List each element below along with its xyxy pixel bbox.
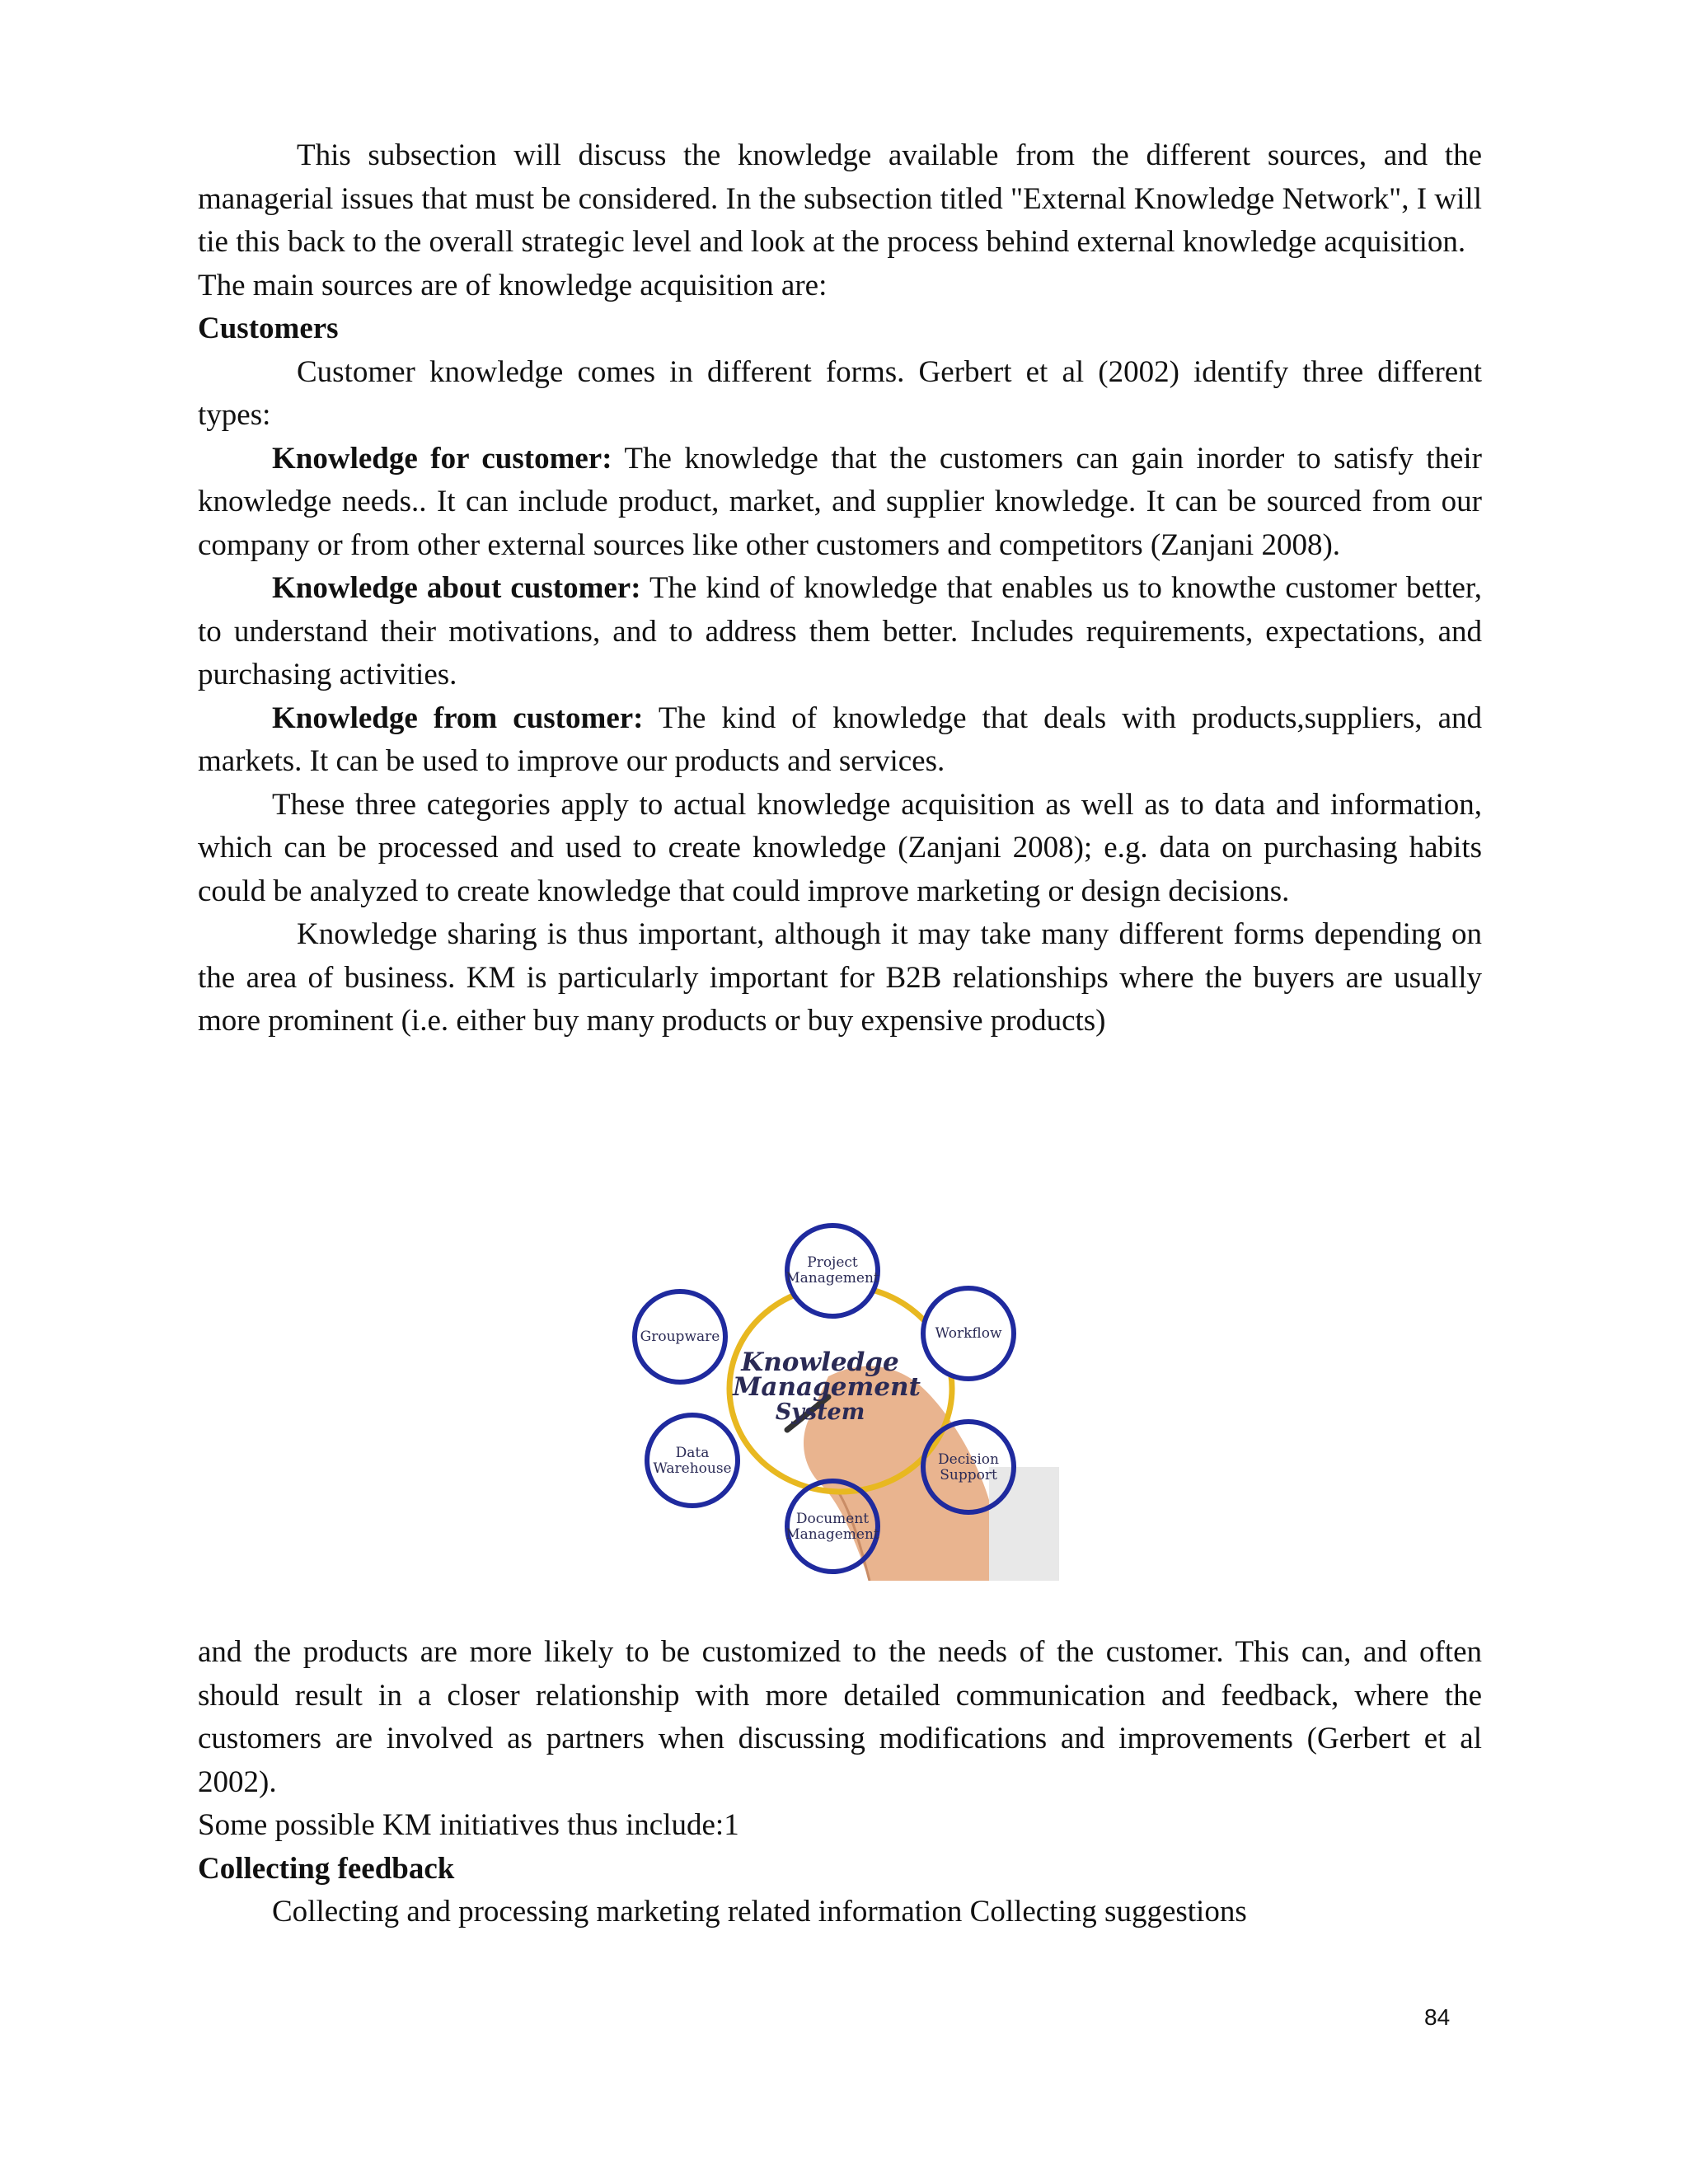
node-data-warehouse-label-2: Warehouse (653, 1460, 732, 1477)
heading-collecting-feedback: Collecting feedback (198, 1851, 455, 1886)
node-workflow-label-1: Workflow (935, 1325, 1002, 1342)
node-project-management-label-2: Management (785, 1270, 879, 1286)
node-groupware (635, 1291, 725, 1382)
definition-knowledge-from-customer: The kind of knowledge that deals with products,suppliers, and markets. It can be used to improve our products and services. (198, 701, 1482, 778)
node-data-warehouse-label-1: Data (675, 1445, 710, 1461)
text-block-bottom (198, 1631, 1482, 1934)
paragraph-knowledge-sharing: Knowledge sharing is thus important, although it may take many different forms depending on the area of business. KM is particularly important for B2B relationships where the buyers are usually more prominent (i.e. either buy many products or buy expensive products) (198, 917, 1482, 1038)
center-label-3: System (775, 1399, 865, 1425)
node-project-management-label-1: Project (807, 1254, 858, 1271)
heading-customers: Customers (198, 312, 339, 345)
paragraph-knowledge-for-customer (198, 438, 1482, 568)
text-block-top (198, 134, 1482, 1043)
definition-knowledge-for-customer: The knowledge that the customers can gain inorder to satisfy their knowledge needs.. It can include product, market, and supplier knowledge. It can be sourced from our company or from other external sources like other customers and competitors (Zanjani 2008). (198, 441, 1483, 562)
node-workflow (923, 1288, 1014, 1379)
paragraph-collecting-information: Collecting and processing marketing related information Collecting suggestions (272, 1895, 1247, 1929)
node-project-management (785, 1226, 879, 1316)
term-knowledge-for-customer: Knowledge for customer: (272, 441, 612, 476)
paragraph-knowledge-about-customer (198, 567, 1482, 697)
paragraph-customized-products: and the products are more likely to be customized to the needs of the customer. This can, and often should result in a closer relationship with more detailed communication and feedback, where the customers are involved as partners when discussing modifications and improvements (Gerbert et al 2002). (198, 1635, 1482, 1799)
term-knowledge-from-customer: Knowledge from customer: (272, 701, 644, 735)
definition-knowledge-about-customer: The kind of knowledge that enables us to knowthe customer better, to understand their motivations, and to address them better. Includes requirements, expectations, and purchasing activities. (198, 571, 1482, 691)
node-decision-support-label-1: Decision (938, 1451, 999, 1468)
node-groupware-label-1: Groupware (640, 1329, 720, 1345)
paragraph-sources: The main sources are of knowledge acquisition are: (198, 268, 828, 302)
node-document-management-label-2: Management (785, 1526, 879, 1543)
paragraph-knowledge-from-customer (198, 697, 1482, 784)
node-data-warehouse (647, 1415, 738, 1506)
page-number: 84 (1424, 2004, 1451, 2030)
center-label-1: Knowledge (741, 1347, 899, 1377)
center-label-2: Management (733, 1372, 921, 1402)
paragraph-km-initiatives: Some possible KM initiatives thus include:1 (198, 1808, 739, 1842)
term-knowledge-about-customer: Knowledge about customer: (272, 571, 641, 605)
node-decision-support-label-2: Support (940, 1467, 997, 1483)
paragraph-customer-knowledge: Customer knowledge comes in different forms. Gerbert et al (2002) identify three different types: (198, 354, 1482, 432)
node-document-management-label-1: Document (795, 1511, 870, 1527)
km-system-diagram (622, 1220, 1059, 1581)
paragraph-three-categories: These three categories apply to actual knowledge acquisition as well as to data and information, which can be processed and used to create knowledge (Zanjani 2008); e.g. data on purchasing habits could be analyzed to create knowledge that could improve marketing or design decisions. (198, 787, 1482, 908)
paragraph-intro: This subsection will discuss the knowledge available from the different sources, and the managerial issues that must be considered. In the subsection titled "External Knowledge Network", I will tie this back to the overall strategic level and look at the process behind external knowledge acquisition. (198, 138, 1482, 259)
